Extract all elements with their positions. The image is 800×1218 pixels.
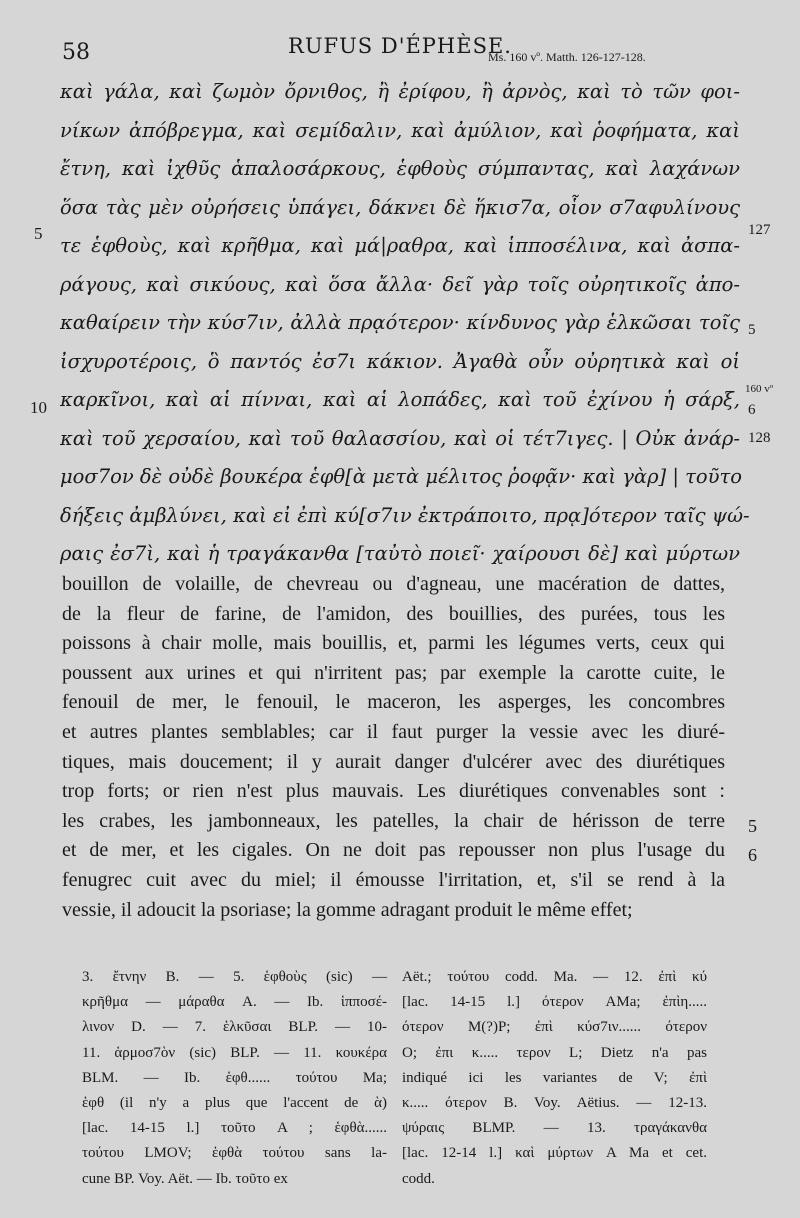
note-line: Aët.; τούτου codd. Ma. — 12. ἐπὶ κύ (402, 969, 707, 985)
page-number: 58 (62, 40, 90, 65)
french-margin-ref-5: 5 (748, 816, 757, 836)
greek-line: τε ἑφθοὺς, καὶ κρῆθμα, καὶ μά|ραθρα, καὶ ἱπποσέλινα, καὶ ἀσπα- (60, 234, 740, 257)
note-line: indiqué ici les variantes de V; ἐπὶ (402, 1069, 707, 1086)
greek-line: δήξεις ἀμβλύνει, καὶ εἰ ἐπὶ κύ[σ7ιν ἐκτράποιτο, πρᾳ]ότερον ταῖς ψώ- (60, 503, 750, 527)
margin-ref-160v: 160 vº (745, 383, 774, 395)
running-title: RUFUS D'ÉPHÈSE. (288, 34, 512, 58)
margin-ref-6: 6 (748, 402, 756, 418)
note-line: codd. (402, 1170, 435, 1187)
note-line: 11. ἁρμοσ7ὸν (sic) BLP. — 11. κουκέρα (82, 1044, 387, 1061)
french-line: bouillon de volaille, de chevreau ou d'agneau, une macération de dattes, (62, 573, 725, 595)
french-line: tiques, mais doucement; il y aurait danger d'ulcérer avec des diurétiques (62, 750, 725, 773)
greek-line: μοσ7ον δὲ οὐδὲ βουκέρα ἑφθ[ὰ μετὰ μέλιτος ῥοφᾷν· καὶ γὰρ] | τοῦτο (60, 465, 743, 488)
note-line: ψύραις BLMP. — 13. τραγάκανθα (402, 1120, 707, 1137)
greek-line: νίκων ἀπόβρεγμα, καὶ σεμίδαλιν, καὶ ἀμύλιον, καὶ ῥοφήματα, καὶ (60, 118, 740, 142)
note-line: [lac. 12-14 l.] καὶ μύρτων A Ma et cet. (402, 1145, 707, 1162)
line-number-10: 10 (30, 398, 47, 417)
margin-ref-127: 127 (748, 222, 771, 238)
note-line: 3. ἔτνην B. — 5. ἑφθοὺς (sic) — (82, 969, 387, 985)
french-line: vessie, il adoucit la psoriase; la gomme adragant produit le même effet; (62, 898, 633, 921)
greek-line: καὶ γάλα, καὶ ζωμὸν ὄρνιθος, ἢ ἐρίφου, ἢ ἀρνὸς, καὶ τὸ τῶν φοι- (60, 80, 740, 103)
greek-line: ὅσα τὰς μὲν οὐρήσεις ὑπάγει, δάκνει δὲ ἥκισ7α, οἷον σ7αφυλίνους (60, 195, 740, 219)
french-line: poussent aux urines et qui n'irritent pas; par exemple la carotte cuite, le (62, 661, 725, 684)
note-line: λινον D. — 7. ἑλκῦσαι BLP. — 10- (82, 1019, 387, 1036)
french-line: fenugrec cuit avec du miel; il émousse l'irritation, et, s'il se rend à la (62, 868, 725, 891)
notes-column-right (402, 965, 707, 1192)
note-line: [lac. 14-15 l.] ότερον AMa; ἐπὶη..... (402, 994, 707, 1011)
greek-line: καὶ τοῦ χερσαίου, καὶ τοῦ θαλασσίου, καὶ οἱ τέτ7ιγες. | Οὐκ ἀνάρ- (60, 426, 740, 450)
notes-column-left (82, 965, 387, 1192)
note-line: ἑφθ (il n'y a plus que l'accent de ὰ) (82, 1094, 387, 1111)
french-line: de la fleur de farine, de l'amidon, des bouillies, des purées, tous les (62, 602, 725, 625)
note-line: τούτου LMOV; ἑφθὰ τούτου sans la- (82, 1145, 387, 1162)
greek-line: ραις ἐσ7ὶ, καὶ ἡ τραγάκανθα [ταὐτὸ ποιεῖ· χαίρουσι δὲ] καὶ μύρτων (60, 542, 740, 565)
note-line: κρῆθμα — μάραθα A. — Ib. ἱπποσέ- (82, 994, 387, 1011)
note-line: cune BP. Voy. Aët. — Ib. τοῦτο ex (82, 1170, 288, 1187)
manuscript-reference: Ms. 160 vº. Matth. 126-127-128. (488, 50, 646, 64)
line-number-5: 5 (34, 224, 43, 243)
greek-line: καθαίρειν τὴν κύσ7ιν, ἀλλὰ πρᾳότερον· κίνδυνος γὰρ ἑλκῶσαι τοῖς (60, 311, 740, 334)
french-line: les crabes, les jambonneaux, les patelles, la chair de hérisson de terre (62, 809, 725, 832)
greek-line: καρκῖνοι, καὶ αἱ πίνναι, καὶ αἱ λοπάδες, καὶ τοῦ ἐχίνου ἡ σάρξ, (60, 388, 740, 411)
french-line: fenouil de mer, le fenouil, le maceron, les asperges, les concombres (62, 691, 725, 714)
note-line: O; ἐπι κ..... τερον L; Dietz n'a pas (402, 1044, 707, 1061)
note-line: κ..... ότερον B. Voy. Aëtius. — 12-13. (402, 1094, 707, 1111)
french-translation (62, 570, 725, 925)
note-line: ότερον M(?)P; ἐπὶ κύσ7ιν...... ότερον (402, 1019, 707, 1036)
margin-ref-5: 5 (748, 322, 756, 338)
note-line: [lac. 14-15 l.] τοῦτο A ; ἑφθὰ...... (82, 1120, 387, 1137)
french-line: et autres plantes semblables; car il faut purger la vessie avec les diuré- (62, 720, 725, 743)
greek-line: ἰσχυροτέροις, ὃ παντός ἐσ7ι κάκιον. Ἀγαθὰ οὖν οὐρητικὰ καὶ οἱ (60, 349, 740, 373)
margin-ref-128: 128 (748, 430, 771, 446)
french-line: trop forts; or rien n'est plus mauvais. Les diurétiques convenables sont : (62, 780, 725, 803)
french-line: et de mer, et les cigales. On ne doit pas repousser non plus l'usage du (62, 839, 725, 862)
note-line: BLM. — Ib. ἑφθ...... τούτου Ma; (82, 1069, 387, 1086)
greek-line: ἔτνη, καὶ ἰχθῦς ἁπαλοσάρκους, ἑφθοὺς σύμπαντας, καὶ λαχάνων (60, 157, 740, 180)
greek-text (60, 73, 750, 574)
french-line: poissons à chair molle, mais bouillis, et, parmi les légumes verts, ceux qui (62, 632, 725, 655)
greek-line: ράγους, καὶ σικύους, καὶ ὅσα ἄλλα· δεῖ γὰρ τοῖς οὐρητικοῖς ἀπο- (60, 272, 740, 296)
french-margin-ref-6: 6 (748, 845, 757, 865)
